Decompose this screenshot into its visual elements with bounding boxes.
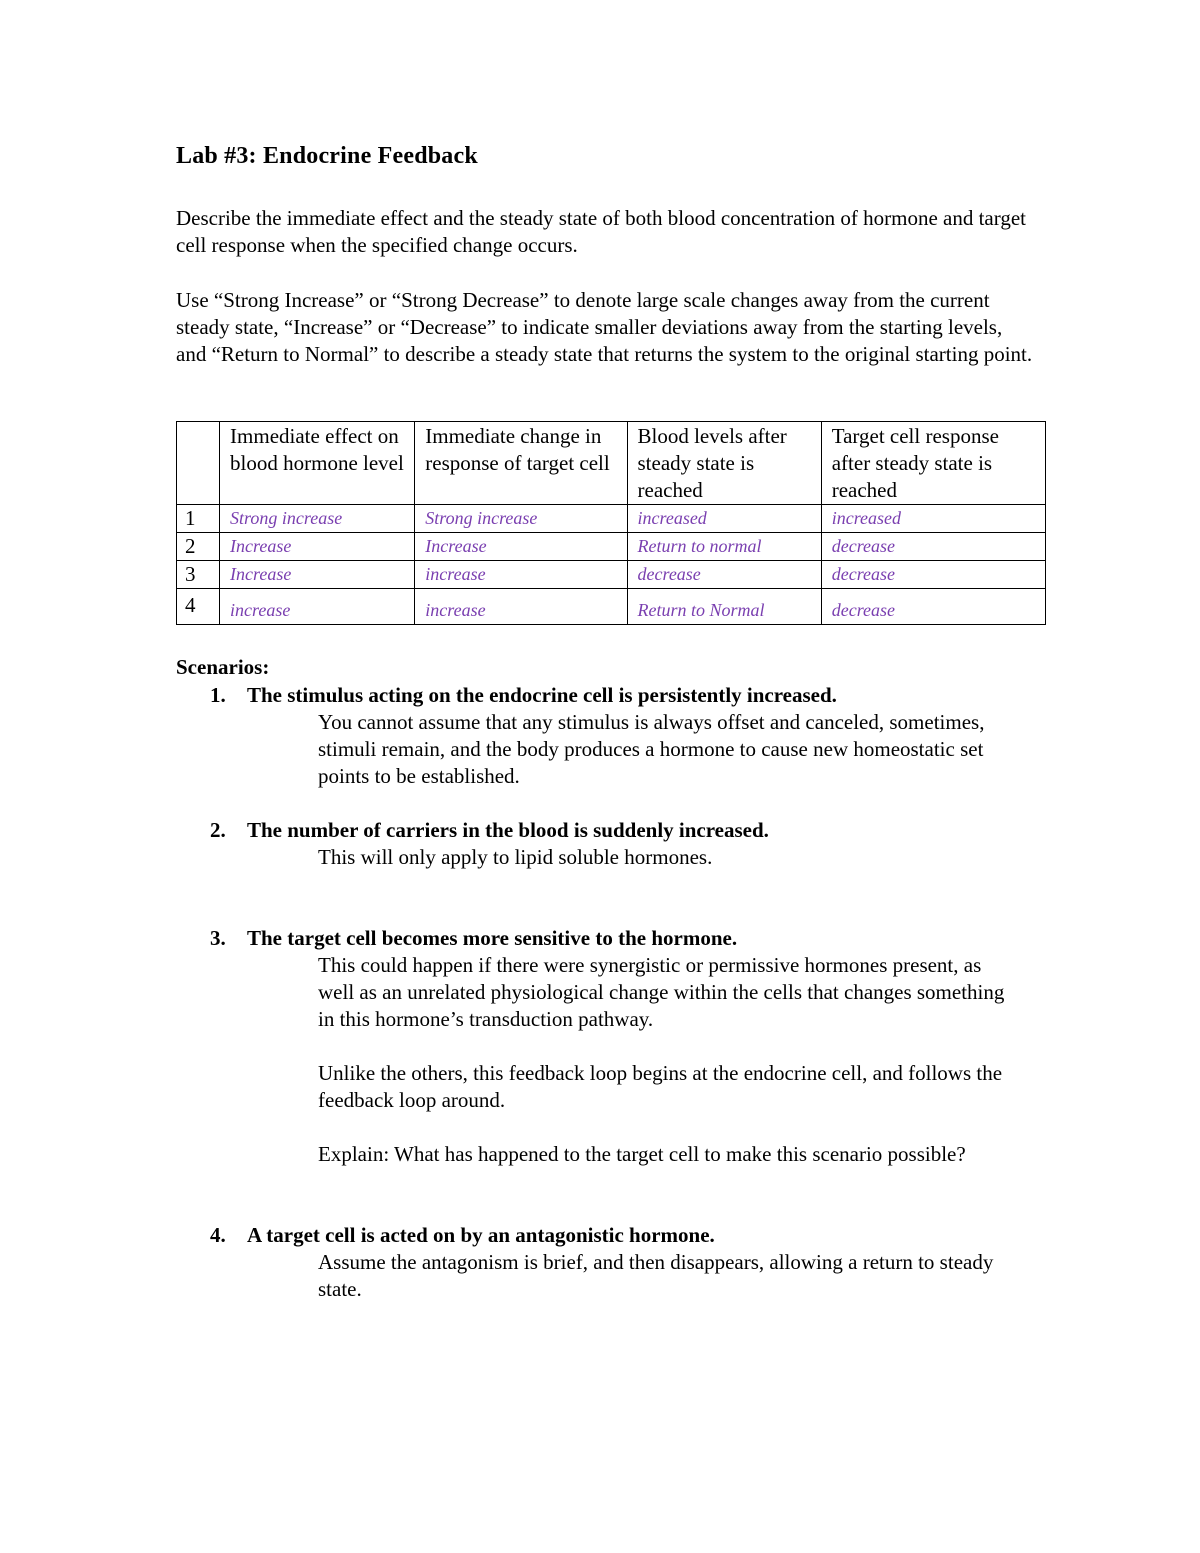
row-number: 1 [177, 505, 220, 533]
row-number: 2 [177, 533, 220, 561]
answer-cell[interactable]: increased [627, 505, 821, 533]
feedback-table [176, 421, 1046, 625]
row-number: 4 [177, 589, 220, 625]
table-header-row [177, 422, 1046, 505]
scenario-description [318, 709, 1018, 790]
header-cell-immediate-target: Immediate change in response of target cell [415, 422, 627, 505]
answer-cell[interactable]: decrease [821, 533, 1045, 561]
scenario-paragraph: This will only apply to lipid soluble hormones. [318, 845, 713, 869]
scenario-paragraph: Unlike the others, this feedback loop begins at the endocrine cell, and follows the feedback loop around. [318, 1061, 1003, 1112]
answer-cell[interactable]: decrease [821, 561, 1045, 589]
answer-cell[interactable]: Increase [220, 533, 415, 561]
answer-cell[interactable]: Return to normal [627, 533, 821, 561]
intro-use: Use “Strong Increase” or “Strong Decrease” to denote large scale changes away from the current steady state, “Increase” or “Decrease” to indicate smaller deviations away from the starting levels, and “Return to Normal” to describe a steady state that returns the system to the original starting point. [176, 288, 1033, 366]
scenario-number: 4. [210, 1223, 226, 1247]
row-number: 3 [177, 561, 220, 589]
scenario-heading: A target cell is acted on by an antagonistic hormone. [247, 1223, 715, 1247]
answer-cell[interactable]: Increase [220, 561, 415, 589]
scenario-paragraph: This could happen if there were synergistic or permissive hormones present, as well as an unrelated physiological change within the cells that changes something in this hormone’s transduction pathway. [318, 953, 1005, 1031]
scenario-description [318, 844, 1018, 871]
header-cell-immediate-blood: Immediate effect on blood hormone level [220, 422, 415, 505]
scenario-paragraph: Assume the antagonism is brief, and then disappears, allowing a return to steady state. [318, 1250, 994, 1301]
header-cell-steady-target: Target cell response after steady state is reached [821, 422, 1045, 505]
table-row [177, 505, 1046, 533]
scenario-number: 3. [210, 926, 226, 950]
answer-cell[interactable]: Strong increase [220, 505, 415, 533]
answer-cell[interactable]: decrease [627, 561, 821, 589]
scenario-paragraph: Explain: What has happened to the target cell to make this scenario possible? [318, 1142, 966, 1166]
header-cell-blank [177, 422, 220, 505]
scenario-heading: The target cell becomes more sensitive to the hormone. [247, 926, 738, 950]
scenario-heading: The number of carriers in the blood is suddenly increased. [247, 818, 769, 842]
scenario-number: 2. [210, 818, 226, 842]
scenario-description [318, 1249, 1018, 1303]
scenario-paragraph: You cannot assume that any stimulus is always offset and canceled, sometimes, stimuli remain, and the body produces a hormone to cause new homeostatic set points to be established. [318, 710, 985, 788]
answer-cell[interactable]: Return to Normal [627, 589, 821, 625]
table-row [177, 589, 1046, 625]
table-row [177, 561, 1046, 589]
answer-cell[interactable]: increase [415, 589, 627, 625]
scenario-heading: The stimulus acting on the endocrine cell is persistently increased. [247, 683, 837, 707]
table-row [177, 533, 1046, 561]
header-cell-steady-blood: Blood levels after steady state is reached [627, 422, 821, 505]
scenario-number: 1. [210, 683, 226, 707]
answer-cell[interactable]: increase [415, 561, 627, 589]
page-title: Lab #3: Endocrine Feedback [176, 143, 478, 169]
answer-cell[interactable]: Strong increase [415, 505, 627, 533]
scenario-description [318, 952, 1018, 1168]
answer-cell[interactable]: Increase [415, 533, 627, 561]
intro-describe: Describe the immediate effect and the steady state of both blood concentration of hormone and target cell response when the specified change occurs. [176, 206, 1027, 257]
answer-cell[interactable]: increased [821, 505, 1045, 533]
answer-cell[interactable]: decrease [821, 589, 1045, 625]
scenarios-heading: Scenarios: [176, 655, 270, 679]
answer-cell[interactable]: increase [220, 589, 415, 625]
